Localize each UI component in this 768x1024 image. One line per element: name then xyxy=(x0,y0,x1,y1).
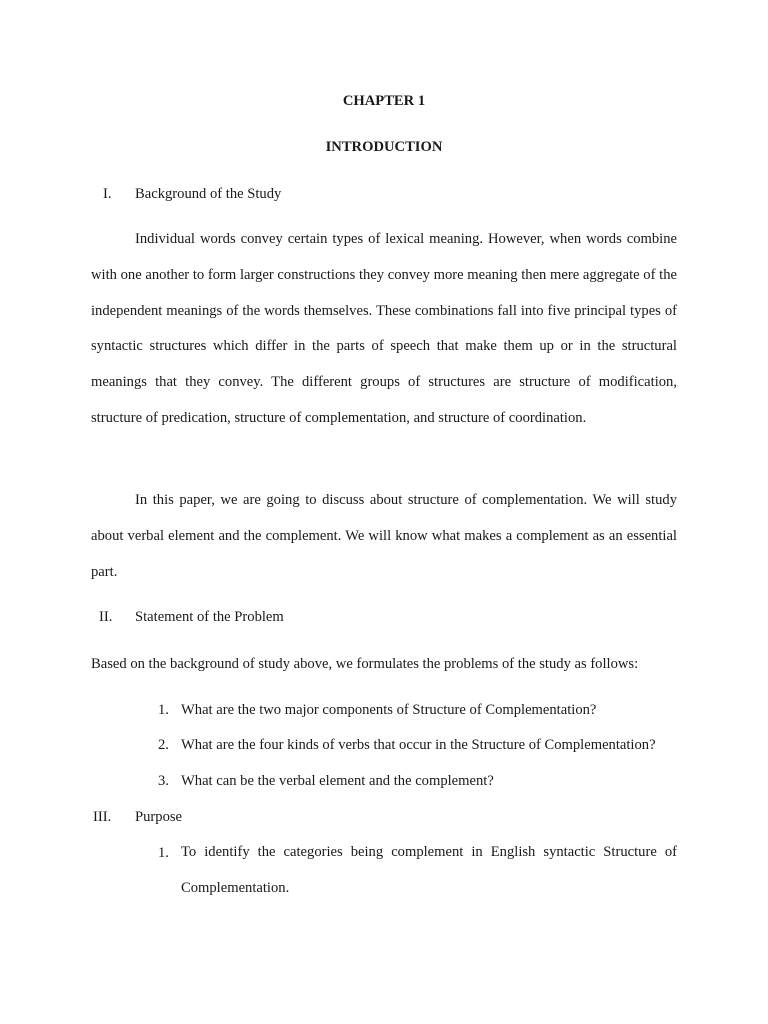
section-heading-purpose: Purpose xyxy=(135,809,183,825)
purpose-item-number: 1. xyxy=(158,845,169,861)
purpose-item: To identify the categories being complement in English syntactic Structure of Complementation. xyxy=(181,844,677,896)
problem-item-number: 1. xyxy=(158,702,169,718)
section-heading-background: Background of the Study xyxy=(135,186,282,202)
section-numeral-3: III. xyxy=(93,809,112,825)
problem-item: What can be the verbal element and the complement? xyxy=(181,773,494,789)
background-paragraph-1: Individual words convey certain types of lexical meaning. However, when words combine with one another to form larger constructions they convey more meaning then mere aggregate of the independent meanings of the words themselves. These combinations fall into five principal types of syntactic structures which differ in the parts of speech that make them up or in the structural meanings that they convey. The different groups of structures are structure of modification, structure of predication, structure of complementation, and structure of coordination. xyxy=(91,231,677,426)
problem-item: What are the two major components of Structure of Complementation? xyxy=(181,702,597,718)
problem-intro: Based on the background of study above, we formulates the problems of the study as follows: xyxy=(91,656,639,672)
problem-item: What are the four kinds of verbs that occur in the Structure of Complementation? xyxy=(181,737,656,753)
problem-item-number: 3. xyxy=(158,773,169,789)
section-numeral-2: II. xyxy=(99,609,113,625)
section-numeral-1: I. xyxy=(103,186,112,202)
chapter-number: CHAPTER 1 xyxy=(342,93,426,109)
problem-item-number: 2. xyxy=(158,737,169,753)
section-heading-problem: Statement of the Problem xyxy=(135,609,284,625)
page-title: INTRODUCTION xyxy=(325,139,443,155)
background-paragraph-2: In this paper, we are going to discuss about structure of complementation. We will study about verbal element and the complement. We will know what makes a complement as an essential part. xyxy=(91,492,677,580)
